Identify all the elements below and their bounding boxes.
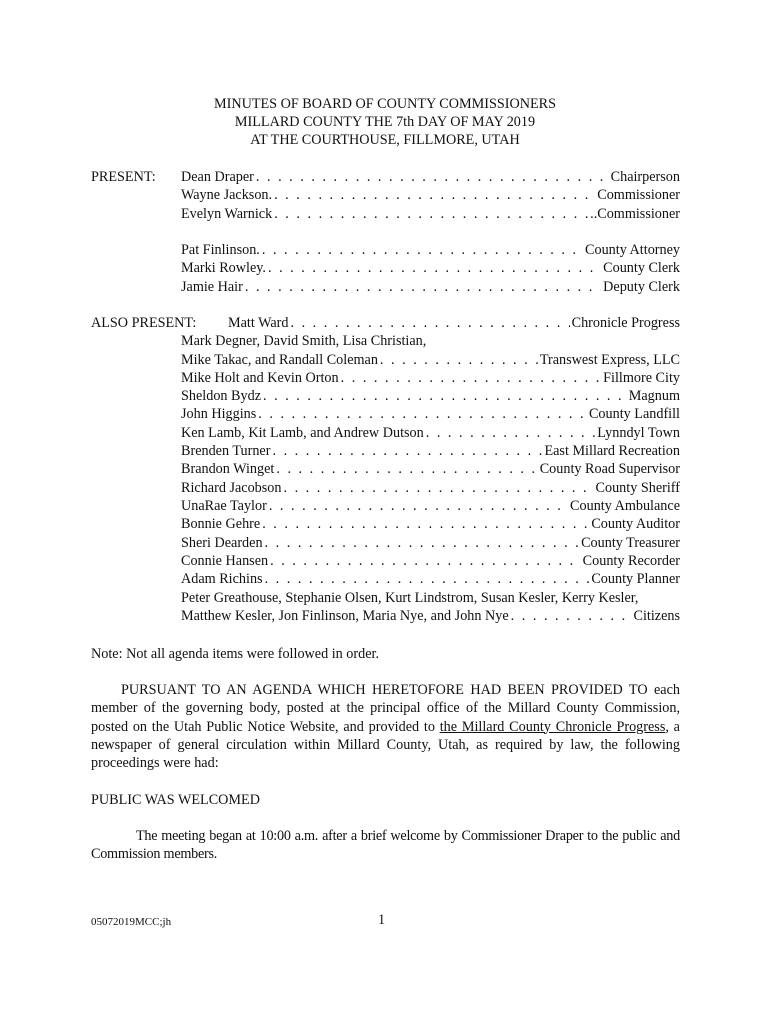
attendee-title: County Attorney [585, 242, 680, 258]
leader-dots [245, 278, 601, 296]
attendee-name: Ken Lamb, Kit Lamb, and Andrew Dutson [181, 424, 424, 441]
attendee-name: Sheri Dearden [181, 534, 263, 551]
leader-dots [380, 351, 538, 369]
present-label: PRESENT: [91, 169, 156, 185]
leader-dots [265, 534, 580, 552]
attendee-name: Evelyn Warnick [181, 205, 273, 222]
attendee-row [181, 460, 680, 478]
leader-dots [274, 205, 588, 223]
leader-dots [290, 314, 569, 332]
attendee-row [181, 479, 680, 497]
pursuant-paragraph [91, 681, 680, 772]
attendee-plain-line: Mark Degner, David Smith, Lisa Christian, [181, 333, 427, 349]
attendee-title: Deputy Clerk [603, 278, 680, 295]
attendee-name: Mike Holt and Kevin Orton [181, 369, 339, 386]
attendee-row [181, 387, 680, 405]
attendee-title: County Sheriff [595, 479, 680, 496]
leader-dots [256, 168, 609, 186]
attendee-title: County Treasurer [581, 534, 680, 551]
citizens-line-1: Peter Greathouse, Stephanie Olsen, Kurt Lindstrom, Susan Kesler, Kerry Kesler, [181, 590, 639, 606]
attendee-title: Lynndyl Town [597, 424, 680, 441]
attendee-title: County Landfill [588, 406, 680, 423]
leader-dots [426, 424, 596, 442]
leader-dots [262, 241, 583, 259]
public-welcomed-heading: PUBLIC WAS WELCOMED [91, 792, 260, 808]
attendee-name: Richard Jacobson [181, 479, 282, 496]
attendee-row [181, 369, 680, 387]
attendee-row-matt-ward [228, 314, 680, 332]
attendee-row [181, 424, 680, 442]
leader-dots [276, 460, 537, 478]
meeting-paragraph: The meeting began at 10:00 a.m. after a brief welcome by Commissioner Draper to the public and Commission members. [91, 828, 680, 863]
attendee-name: Dean Draper [181, 169, 254, 185]
leader-dots [258, 405, 587, 423]
leader-dots [274, 186, 595, 204]
pursuant-text-2: , a newspaper of general circulation within Millard County, Utah, as required by law, the following proceedings were had: [91, 718, 680, 772]
attendee-name: John Higgins [181, 406, 257, 423]
leader-dots [341, 369, 602, 387]
attendee-title: ..Commissioner [590, 205, 680, 222]
header-line-2: MILLARD COUNTY THE 7th DAY OF MAY 2019 [234, 114, 536, 130]
leader-dots [272, 442, 542, 460]
attendee-title: Citizens [633, 608, 680, 624]
leader-dots [265, 570, 590, 588]
attendee-title: Magnum [628, 388, 680, 405]
attendee-title: County Clerk [603, 260, 680, 277]
note-line: Note: Not all agenda items were followed in order. [91, 646, 379, 662]
pursuant-text-1: PURSUANT TO AN AGENDA WHICH HERETOFORE HAD BEEN PROVIDED TO each member of the governing body, posted at the principal office of the Millard County Commission, posted on the Utah Public Notice Website, and provided to [91, 682, 680, 735]
leader-dots [270, 552, 581, 570]
attendee-title: County Ambulance [570, 497, 680, 514]
attendee-row [181, 278, 680, 296]
attendee-row [181, 570, 680, 588]
minutes-header [0, 95, 770, 149]
attendee-row [181, 442, 680, 460]
attendee-name: Mike Takac, and Randall Coleman [181, 351, 378, 368]
attendee-row [181, 205, 680, 223]
attendee-name: Marki Rowley. [181, 260, 266, 277]
attendee-row [181, 405, 680, 423]
attendee-name: Matt Ward [228, 315, 289, 331]
attendee-title: Chairperson [610, 169, 680, 185]
attendee-row [181, 515, 680, 533]
leader-dots [262, 515, 589, 533]
citizens-line-2 [181, 607, 680, 625]
attendee-row [181, 497, 680, 515]
leader-dots [511, 607, 632, 625]
header-line-1: MINUTES OF BOARD OF COUNTY COMMISSIONERS [214, 96, 556, 112]
leader-dots [269, 497, 568, 515]
attendee-row [181, 186, 680, 204]
attendee-name: Matthew Kesler, Jon Finlinson, Maria Nye, and John Nye [181, 608, 509, 624]
attendee-name: Sheldon Bydz [181, 388, 261, 405]
attendee-title: Commissioner [597, 187, 680, 204]
attendee-row [181, 168, 680, 186]
header-line-3: AT THE COURTHOUSE, FILLMORE, UTAH [250, 132, 520, 148]
attendee-row [181, 534, 680, 552]
attendee-title: Transwest Express, LLC [539, 351, 680, 368]
attendee-title: Fillmore City [603, 369, 680, 386]
attendee-row [181, 241, 680, 259]
attendee-name: UnaRae Taylor [181, 497, 267, 514]
attendee-name: Brenden Turner [181, 443, 271, 459]
page-number: 1 [378, 912, 386, 928]
attendee-name: Adam Richins [181, 571, 263, 588]
attendee-name: Jamie Hair [181, 278, 243, 295]
attendee-name: Brandon Winget [181, 461, 275, 478]
attendee-title: County Auditor [591, 516, 680, 533]
attendee-title: County Recorder [582, 552, 680, 569]
footer-doc-code: 05072019MCC;jh [91, 916, 172, 928]
also-present-label: ALSO PRESENT: [91, 315, 197, 331]
attendee-row [181, 552, 680, 570]
attendee-name: Connie Hansen [181, 552, 269, 569]
attendee-title: County Road Supervisor [539, 461, 680, 478]
attendee-title: County Planner [591, 571, 680, 588]
attendee-name: Bonnie Gehre [181, 516, 261, 533]
attendee-name: Wayne Jackson. [181, 187, 273, 204]
leader-dots [283, 479, 593, 497]
attendee-title: East Millard Recreation [544, 443, 680, 459]
leader-dots [268, 259, 601, 277]
leader-dots [263, 387, 627, 405]
attendee-title: Chronicle Progress [571, 315, 680, 331]
chronicle-progress-underlined: the Millard County Chronicle Progress [439, 718, 666, 735]
attendee-row [181, 259, 680, 277]
attendee-name: Pat Finlinson. [181, 242, 260, 258]
attendee-row [181, 351, 680, 369]
